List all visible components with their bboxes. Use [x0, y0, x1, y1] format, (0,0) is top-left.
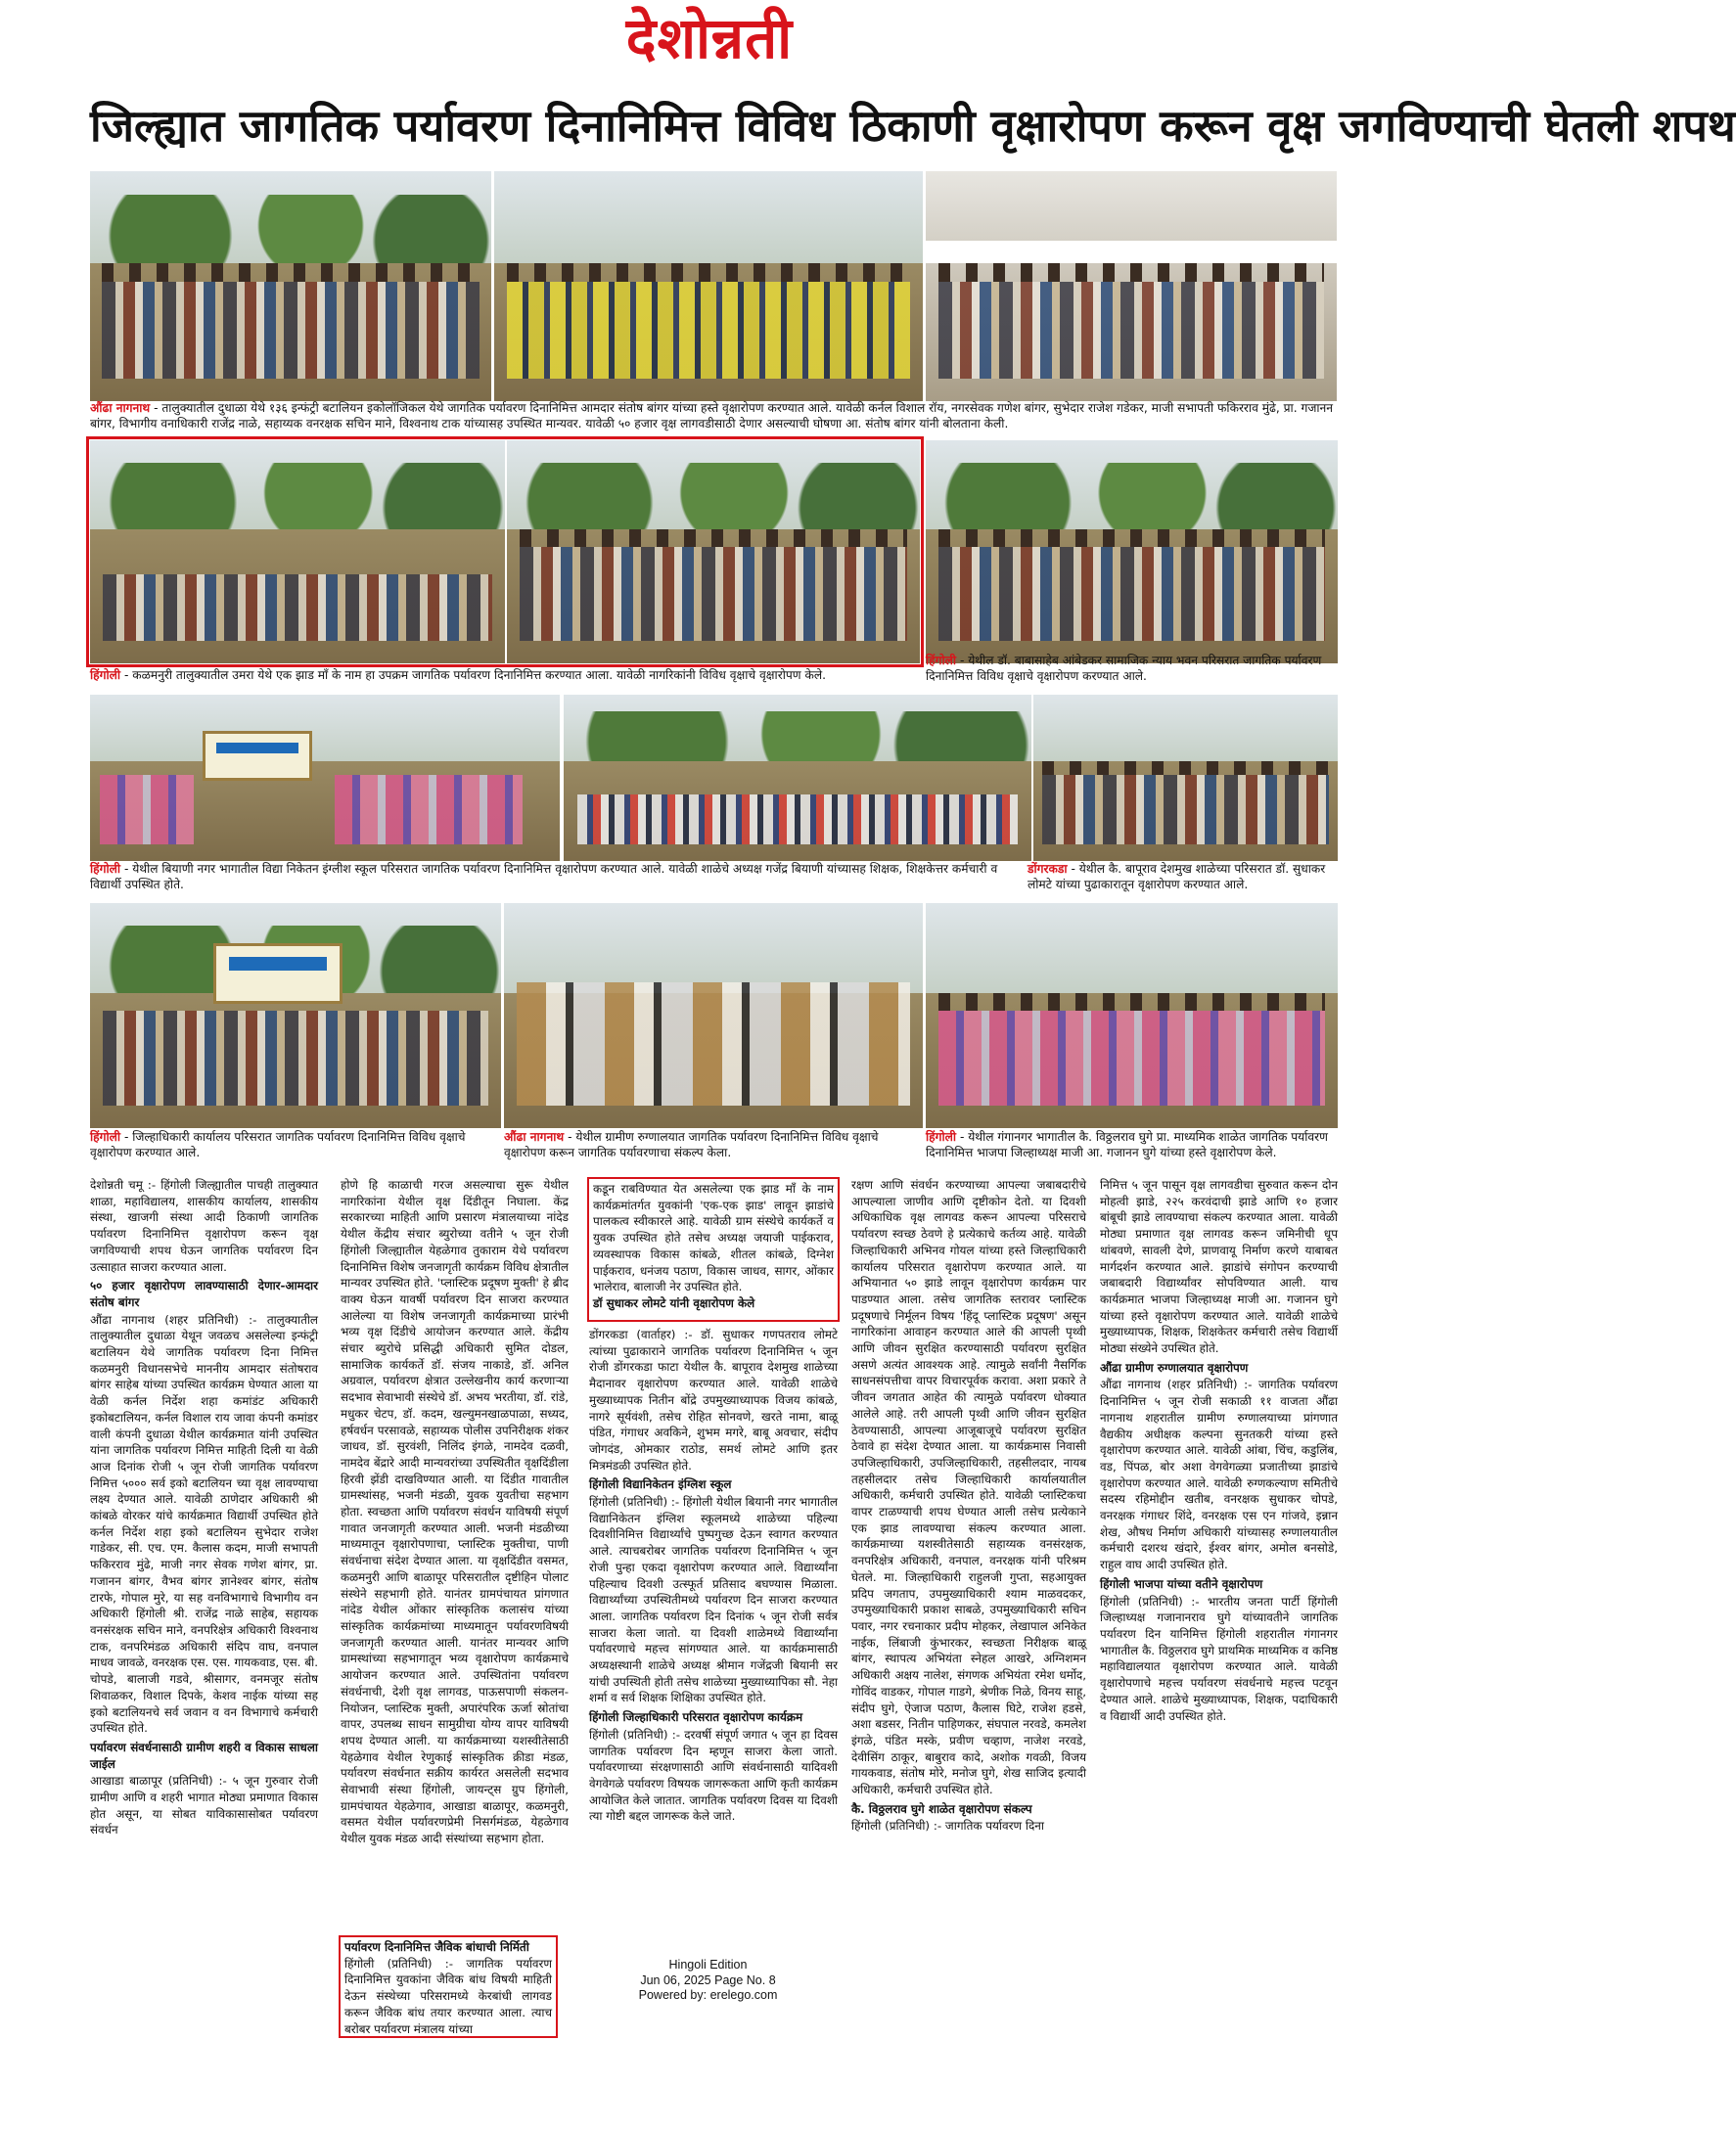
article-paragraph: डोंगरकडा (वार्ताहर) :- डॉ. सुधाकर गणपतराव लोमटे त्यांच्या पुढाकाराने जागतिक पर्यावरण दिनानिमित्त ५ जून रोजी डोंगरकडा फाटा येथील कै. बापूराव देशमुख शाळेच्या मैदानावर वृक्षारोपण करण्यात आले. यावेळी शाळेचे मुख्याध्यापक नितीन बोंद्रे उपमुख्याध्यापक विजय कांबळे, नागरे सूर्यवंशी, तसेच रोहित सोनवणे, खरते नामा, बाळू पंडित, गंगाधर अवकिने, शुभम मगरे, बाबू अवचार, संदीप जोगदंड, ओमकार राठोड, समर्थ लोमटे आणि इतर मित्रमंडळी उपस्थित होते.	[589, 1328, 838, 1473]
photo-school-environment-day	[90, 695, 560, 861]
photo-collector-office	[90, 903, 501, 1128]
article-paragraph: हिंगोली (प्रतिनिधी) :- भारतीय जनता पार्टी हिंगोली जिल्हाध्यक्ष गजानानराव घुगे यांच्यावतीने जागतिक पर्यावरण दिन यानिमित्त हिंगोली शहरातील गंगानगर भागातील कै. विठ्ठलराव घुगे प्राथमिक माध्यमिक व कनिष्ठ महाविद्यालयात वृक्षारोपण करण्यात आले. यावेळी वृक्षारोपणाचे महत्त्व पर्यावरण संवर्धनाचे महत्त्व पटवून देण्यात आले. शाळेचे मुख्याध्यापक, शिक्षक, पदाधिकारी व विद्यार्थी आदी उपस्थित होते.	[1100, 1594, 1338, 1723]
article-subheading: हिंगोली जिल्हाधिकारी परिसरात वृक्षारोपण कार्यक्रम	[589, 1710, 803, 1725]
caption-row4-mid: औंढा नागनाथ - येथील ग्रामीण रुग्णालयात जागतिक पर्यावरण दिनानिमित्त विविध वृक्षाचे वृक्षारोपण करून जागतिक पर्यावरणाचा संकल्प केला.	[504, 1130, 879, 1159]
article-paragraph: औंढा नागनाथ (शहर प्रतिनिधी) :- जागतिक पर्यावरण दिनानिमित्त ५ जून रोजी सकाळी ११ वाजता औंढा नागनाथ शहरातील ग्रामीण रुग्णालयाच्या प्रांगणात वैद्यकीय अधीक्षक कल्पना सुनतकरी यांच्या हस्ते वृक्षारोपण करण्यात आले. यावेळी आंबा, चिंच, कडुलिंब, वड, पिंपळ, बोर अशा वेगवेगळ्या प्रजातीच्या झाडांचे वृक्षारोपण करण्यात आले. यावेळी रुग्णकल्याण समितीचे सदस्य रहिमोद्दीन खतीब, वनरक्षक सुधाकर चोपडे, वनरक्षक गंगाधर शिंदे, वनरक्षक एस एन गांजवे, इन्नान शेख, औषध निर्माण अधिकारी यांच्यासह रुग्णालयातील कर्मचारी दशरथ खंदारे, ईश्वर बांगर, अमोल बनसोडे, राहुल वाघ आदी उपस्थित होते.	[1100, 1378, 1338, 1572]
caption-row4-right: हिंगोली - येथील गंगानगर भागातील कै. विठ्ठलराव घुगे प्रा. माध्यमिक शाळेत जागतिक पर्यावरण दिनानिमित्त भाजपा जिल्हाध्यक्ष माजी आ. गजानन घुगे यांच्या हस्ते वृक्षारोपण केले.	[926, 1130, 1328, 1159]
article-paragraph: हिंगोली (प्रतिनिधी) :- हिंगोली येथील बियानी नगर भागातील विद्यानिकेतन इंग्लिश स्कूलमध्ये शाळेच्या पहिल्या दिवशीनिमित्त विद्यार्थ्यांचे पुष्पगुच्छ देऊन स्वागत करण्यात आले. त्याचबरोबर जागतिक पर्यावरण दिनानिमित्त ५ जून रोजी पुन्हा एकदा वृक्षारोपण करण्यात आले. विद्यार्थ्यांना पहिल्याच दिवशी उत्स्फूर्त प्रतिसाद बघण्यास मिळाला. विद्यार्थ्यांच्या उपस्थितीमध्ये पर्यावरण दिन साजरा करण्यात आला. जागतिक पर्यावरण दिन दिनांक ५ जून रोजी सर्वत्र साजरा केला जातो. या दिवशी शाळेमध्ये विद्यार्थ्यांना पर्यावरणाचे महत्त्व सांगण्यात आले. या कार्यक्रमासाठी अध्यक्षस्थानी शाळेचे अध्यक्ष श्रीमान गजेंद्रजी बियानी सर यांची उपस्थिती होती तसेच शाळेच्या मुख्याध्यापिका सौ. नेहा शर्मा व सर्व शिक्षक शिक्षिका उपस्थित होते.	[589, 1495, 838, 1705]
photo-ganganagar-school	[926, 903, 1338, 1128]
photo-students-yellow	[494, 171, 923, 401]
footer-date: Jun 06, 2025 Page No. 8	[640, 1973, 776, 1987]
article-subheading: पर्यावरण संवर्धनासाठी ग्रामीण शहरी व विकास साधला जाईल	[90, 1740, 318, 1771]
article-paragraph: हिंगोली (प्रतिनिधी) :- जागतिक पर्यावरण दिना	[851, 1819, 1044, 1834]
boxed-article-ek-zad	[587, 1177, 840, 1322]
article-paragraph: औंढा नागनाथ (शहर प्रतिनिधी) :- तालुक्यातील तालुक्यातील दुधाळा येथून जवळच असलेल्या इन्फंट्री बटालियन येथे जागतिक पर्यावरण दिना निमित्त कळमनुरी विधानसभेचे माननीय आमदार संतोषराव बांगर साहेब यांच्या उपस्थित कार्यक्रम घेण्यात आला या वेळी कर्नल निर्देश शहा कमांडंट अधिकारी इकोबटालियन, कर्नल विशाल राय जावा कंपनी कमांडर वाली कंपनी दुधाळा येथील कार्यक्रमात यांनी उपस्थित यांना जागतिक पर्यावरण निमित्त माहिती दिली या वेळी आज दिनांक रोजी ५ जून रोजी जागतिक पर्यावरण निमित्त ५००० सर्व इको बटालियन च्या वृक्ष लावण्याचा लक्ष्य देण्यात आले. यावेळी ठाणेदार अधिकारी श्री कांबळे वोरकर यांचे कार्यक्रमात विद्यार्थी उपस्थित होते कर्नल निर्देश शहा इको बटालियन सुभेदार राजेश गाडेकर, सी. एच. एम. कैलास कदम, माजी सभापती फकिरराव मुंढे, माजी नगर सेवक गणेश बांगर, प्रा. गजानन बांगर, वैभव बांगर ज्ञानेश्वर बांगर, संतोष टारफे, गोपाल मुरे, या सह वनविभागाचे विभागीय वन अधिकारी हिंगोली श्री. राजेंद्र नाळे साहेब, सहायक वनसंरक्षक सचिन माने, वनपरिक्षेत्र अधिकारी विश्वनाथ टाक, वनपरिमंडळ अधिकारी संदिप वाघ, वनपाल माधव जावळे, वनरक्षक एस. एस. गायकवाड, एस. बी. चोपडे, बालाजी गडवे, श्रीसागर, वनमजूर संतोष शिवाळकर, विशाल दिपके, केशव नाईक यांच्या सह इको बटालियनचे सर्व जवान व वन विभागाचे कर्मचारी उपस्थित होते.	[90, 1312, 318, 1736]
boxed-article-text: हिंगोली (प्रतिनिधी) :- जागतिक पर्यावरण दिनानिमित्त युवकांना जैविक बांध विषयी माहिती देऊन संस्थेच्या परिसरामध्ये केरबांधी लागवड करून जैविक बांध तयार करण्यात आला. त्याच बरोबर पर्यावरण मंत्रालय यांच्या	[344, 1956, 552, 2036]
article-column-2	[341, 1177, 569, 1930]
caption-row2-left: हिंगोली - कळमनुरी तालुक्यातील उमरा येथे एक झाड माँ के नाम हा उपक्रम जागतिक पर्यावरण दिनानिमित्त करण्यात आला. यावेळी नागरिकांनी विविध वृक्षाचे वृक्षारोपण केले.	[90, 668, 826, 682]
article-subheading: हिंगोली विद्यानिकेतन इंग्लिश स्कूल	[589, 1477, 732, 1492]
article-paragraph: आखाडा बाळापूर (प्रतिनिधी) :- ५ जून गुरुवार रोजी ग्रामीण आणि व शहरी भागात मोठ्या प्रमाणात विकास होत असून, या सोबत याविकासासोबत पर्यावरण संवर्धन	[90, 1774, 318, 1837]
article-paragraph: देशोन्नती चमू :- हिंगोली जिल्ह्यातील पाचही तालुक्यात शाळा, महाविद्यालय, शासकीय कार्यालय, शासकीय संस्था, खाजगी संस्था आदी ठिकाणी जागतिक पर्यावरण दिनानिमित्त वृक्षारोपण करून वृक्ष जगविण्याची शपथ घेऊन जागतिक पर्यावरण दिन उत्साहात साजरा करण्यात आला.	[90, 1178, 318, 1274]
photo-school-kids-line	[564, 695, 1031, 861]
photo-dongarkada	[1033, 695, 1338, 861]
boxed-article-text: कडून राबविण्यात येत असलेल्या एक झाड माँ के नाम कार्यक्रमांतर्गत युवकांनी 'एक-एक झाड' लावून झाडांचे पालकत्व स्वीकारले आहे. यावेळी ग्राम संस्थेचे कार्यकर्ते व युवक उपस्थित होते तसेच अध्यक्ष जयाजी पाईकराव, व्यवस्थापक विकास कांबळे, शीतल कांबळे, दिग्नेश पाईकराव, धनंजय पठाण, विकास जाधव, सागर, ओंकार भालेराव, बालाजी नेर उपस्थित होते.	[593, 1182, 834, 1294]
footer-powered-by[interactable]: Powered by: erelego.com	[638, 1988, 778, 2002]
caption-row4-left: हिंगोली - जिल्हाधिकारी कार्यालय परिसरात जागतिक पर्यावरण दिनानिमित्त विविध वृक्षाचे वृक्षारोपण करण्यात आले.	[90, 1130, 466, 1159]
boxed-article-title: डॉ सुधाकर लोमटे यांनी वृक्षारोपण केले	[593, 1295, 755, 1310]
article-paragraph: निमित्त ५ जून पासून वृक्ष लागवडीचा सुरुवात करून दोन मोहत्वी झाडे, २२५ करवंदाची झाडे आणि १० हजार बांबूची झाडे लावण्याचा संकल्प करण्यात आला. यावेळी मोठ्या प्रमाणात वृक्ष लागवड करून जमिनीची धूप थांबवणे, सावली देणे, प्राणवायू निर्माण करणे याबाबत मार्गदर्शन करण्यात आले. झाडांचे संगोपन करण्याची जबाबदारी विद्यार्थ्यांवर सोपविण्यात आली. याच कार्यक्रमात भाजपा जिल्हाध्यक्ष माजी आ. गजानन घुगे यांच्या हस्ते वृक्षारोपण करण्यात आले. यावेळी शाळेचे मुख्याध्यापक, शिक्षक, शिक्षकेतर कर्मचारी तसेच विद्यार्थी मोठ्या संख्येने उपस्थित होते.	[1100, 1178, 1338, 1356]
article-paragraph: होणे हि काळाची गरज असल्याचा सुरू येथील नागरिकांना येथील वृक्ष दिंडीतून निघाला. केंद्र सरकारच्या माहिती आणि प्रसारण मंत्रालयाच्या नांदेड येथील केंद्रीय संचार ब्युरोच्या वतीने ५ जून रोजी हिंगोली जिल्ह्यातील येहळेगाव तुकाराम येथे पर्यावरण दिनानिमित्त विशेष जनजागृती कार्यक्रम विविध क्षेत्रातील मान्यवर उपस्थित होते. 'प्लास्टिक प्रदूषण मुक्ती' हे ब्रीद वाक्य घेऊन यावर्षी पर्यावरण दिन साजरा करण्यात आलेल्या या विशेष जनजागृती कार्यक्रमाच्या प्रारंभी भव्य वृक्ष दिंडीचे आयोजन करण्यात आले. केंद्रीय संचार ब्युरोचे प्रसिद्धी अधिकारी सुमित दोडल, सामाजिक कार्यकर्ते डॉ. संजय नाकाडे, डॉ. अनिल अग्रवाल, पर्यावरण क्षेत्रात उल्लेखनीय कार्य करणाऱ्या सदभाव सेवाभावी संस्थेचे डॉ. अभय भरतीया, डॉ. रांडे, मधुकर चेटप, डॉ. कदम, खल्युमनखाळपाळा, सध्यद, हर्षवर्धन परसावळे, सहाय्यक पोलीस उपनिरीक्षक शंकर जाधव, डॉ. सुरवंशी, निलिंद इंगळे, नामदेव दळवी, नामदेव बेंद्रारे आदी मान्यवरांच्या उपस्थितीत वृक्षदिंडीला हिरवी झेंडी दाखविण्यात आली. या दिंडीत गावातील ग्रामस्थांसह, भजनी मंडळी, युवक युवतीचा सहभाग होता. स्वच्छता आणि पर्यावरण संवर्धन याविषयी संपूर्ण गावात जनजागृती करण्यात आली. भजनी मंडळीच्या माध्यमातून वृक्षारोपणाचा, प्लास्टिक मुक्तीचा, पाणी संवर्धनाचा संदेश देण्यात आला. या वृक्षदिंडीत वसमत, कळमनुरी आणि बाळापूर परिसरातील दृष्टीहिन पोलाट संस्थेने सहभागी होते. यानंतर ग्रामपंचायत प्रांगणात नांदेड येथील ओंकार सांस्कृतिक कलासंच यांच्या सांस्कृतिक कार्यक्रमांच्या माध्यमातून पर्यावरणविषयी जनजागृती करण्यात आली. यानंतर मान्यवर आणि ग्रामस्थांच्या सहभागातून भव्य वृक्षारोपण कार्यक्रमाचे आयोजन करण्यात आले. उपस्थितांना पर्यावरण संवर्धनाची, देशी वृक्ष लागवड, पाऊसपाणी संकलन-नियोजन, प्लास्टिक मुक्ती, अपारंपरिक ऊर्जा स्रोतांचा वापर, उपलब्ध साधन सामुग्रीचा योग्य वापर याविषयी शपथ देण्यात आली. या कार्यक्रमाच्या यशस्वीतेसाठी येहळेगाव येथील रेणुकाई सांस्कृतिक क्रीडा मंडळ, पर्यावरण संवर्धनात सक्रीय कार्यरत असलेली सदभाव सेवाभावी संस्था हिंगोली, जायन्ट्स ग्रुप हिंगोली, ग्रामपंचायत येहळेगाव, आखाडा बाळापूर, कळमनुरी, वसमत येथील पर्यावरणप्रेमी निसर्गमंडळ, येहळेगाव येथील युवक मंडळ आदी संस्थांच्या सहभाग होता.	[341, 1178, 569, 1846]
photo-ambedkar-bhavan	[926, 440, 1338, 663]
registration-marks-left	[90, 2045, 173, 2055]
caption-row3-left: हिंगोली - येथील बियाणी नगर भागातील विद्या निकेतन इंग्लीश स्कूल परिसरात जागतिक पर्यावरण दिनानिमित्त वृक्षारोपण करण्यात आले. यावेळी शाळेचे अध्यक्ष गजेंद्र बियाणी यांच्यासह शिक्षक, शिक्षकेत्तर कर्मचारी व विद्यार्थी उपस्थित होते.	[90, 862, 998, 891]
photo-rural-hospital	[504, 903, 923, 1128]
caption-row1: औंढा नागनाथ - तालुक्यातील दुधाळा येथे १३६ इन्फंट्री बटालियन इकोलॉजिकल येथे जागतिक पर्यावरण दिनानिमित्त आमदार संतोष बांगर यांच्या हस्ते वृक्षारोपण करण्यात आले. यावेळी कर्नल विशाल रॉय, नगरसेवक गणेश बांगर, सुभेदार राजेश गडेकर, माजी सभापती फकिरराव मुंढे, प्रा. गजानन बांगर, विभागीय वनाधिकारी राजेंद्र नाळे, सहाय्यक वनरक्षक सचिन माने, विश्वनाथ टाक यांच्यासह उपस्थित मान्यवर. यावेळी ५० हजार वृक्ष लागवडीसाठी देणार असल्याची घोषणा आ. संतोष बांगर यांनी बोलताना केली.	[90, 401, 1334, 431]
newspaper-masthead: देशोन्नती	[625, 5, 794, 71]
article-subheading: औंढा ग्रामीण रुग्णालयात वृक्षारोपण	[1100, 1360, 1249, 1375]
highlight-box	[86, 436, 924, 667]
boxed-article-title: पर्यावरण दिनानिमित्त जैविक बांधाची निर्मिती	[344, 1940, 529, 1954]
caption-row3-right: डोंगरकडा - येथील कै. बापूराव देशमुख शाळेच्या परिसरात डॉ. सुधाकर लोमटे यांच्या पुढाकारातून वृक्षारोपण करण्यात आले.	[1028, 862, 1326, 891]
article-column-3	[589, 1327, 838, 2131]
caption-row2-right: हिंगोली - येथील डॉ. बाबासाहेब आंबेडकर सामाजिक न्याय भवन परिसरात जागतिक पर्यावरण दिनानिमित्त विविध वृक्षाचे वृक्षारोपण करण्यात आले.	[926, 654, 1322, 683]
photo-army-plantation	[90, 171, 491, 401]
page-headline: जिल्ह्यात जागतिक पर्यावरण दिनानिमित्त विविध ठिकाणी वृक्षारोपण करून वृक्ष जगविण्याची घेतली शपथ	[90, 100, 1736, 152]
photo-tent-gathering	[926, 171, 1337, 401]
article-subheading: कै. विठ्ठलराव घुगे शाळेत वृक्षारोपण संकल्प	[851, 1801, 1032, 1816]
article-subheading: ५० हजार वृक्षारोपण लावण्यासाठी देणार-आमदार संतोष बांगर	[90, 1279, 318, 1309]
footer-edition: Hingoli Edition	[668, 1958, 748, 1972]
article-paragraph: रक्षण आणि संवर्धन करण्याच्या आपल्या जबाबदारीचे आपल्याला जाणीव आणि दृष्टीकोन देतो. या दिवशी अधिकाधिक वृक्ष लागवड करून आपल्या परिसराचे पर्यावरण स्वच्छ ठेवणे हे प्रत्येकाचे कर्तव्य आहे. यावेळी जिल्हाधिकारी अभिनव गोयल यांच्या हस्ते जिल्हाधिकारी कार्यालय परिसरात वृक्षारोपण करण्यात आले. या अभियानात ५० झाडे लावून वृक्षारोपण कार्यक्रम पार पाडण्यात आला. तसेच जागतिक स्तरावर प्लास्टिक प्रदूषणाचे निर्मूलन विषय 'हिंदू प्लास्टिक प्रदूषण' असून नागरिकांना आवाहन करण्यात आले की आपली पृथ्वी आणि जीवन सुरक्षित करण्यासाठी पर्यावरण सुरक्षित असणे अत्यंत आवश्यक आहे. त्यामुळे सर्वांनी नैसर्गिक साधनसंपत्तीचा वापर विचारपूर्वक करावा. अशा प्रकारे ते जीवन जगतात आहेत की त्यामुळे पर्यावरण धोक्यात आलेले आहे. तरी आपली पृथ्वी आणि जीवन सुरक्षित ठेवण्यासाठी, आपल्या आजूबाजूचे पर्यावरण सुरक्षित ठेवावे हा संदेश देण्यात आला. या कार्यक्रमास निवासी उपजिल्हाधिकारी, उपजिल्हाधिकारी, तहसीलदार, नायब तहसीलदार तसेच जिल्हाधिकारी कार्यालयातील अधिकारी, कर्मचारी उपस्थित होते. यावेळी प्लास्टिकचा वापर टाळण्याची शपथ घेण्यात आली तसेच प्रत्येकाने एक झाड लावण्याचा संकल्प करण्यात आला. कार्यक्रमाच्या यशस्वीतेसाठी सहाय्यक वनसंरक्षक, वनपरिक्षेत्र अधिकारी, वनपाल, वनरक्षक यांनी परिश्रम घेतले. मा. जिल्हाधिकारी राहुलजी गुप्ता, सहआयुक्त प्रदिप जगताप, उपमुख्याधिकारी श्याम माळवदकर, उपमुख्याधिकारी प्रकाश साबळे, उपमुख्याधिकारी सचिन पवार, नगर रचनाकार प्रदीप मोहकर, लेखापाल अनिकेत नाईक, लिंबाजी कुंभारकर, स्वच्छता निरीक्षक बाळू बांगर, स्थापत्य अभियंता स्नेहल आखरे, अग्निशमन अधिकारी अक्षय नालेश, संगणक अभियंता रमेश धर्मोद, गोविंद वाडकर, गोपाल गाडगे, श्रेणीक निळे, विनय साहू, संदीप घुगे, ऐजाज पठाण, कैलास घिटे, राजेश हडसे, अशा बडसर, नितीन पाहिणकर, संघपाल नरवडे, कमलेश इंगळे, पंडित मस्के, प्रवीण चव्हाण, नाजेश नरवडे, देवीसिंग ठाकूर, बाबुराव कादे, अशोक गवळी, विजय गायकवाड, संतोष मोरे, मनोज घुगे, शेख साजिद इत्यादी अधिकारी, कर्मचारी उपस्थित होते.	[851, 1178, 1086, 1797]
article-subheading: हिंगोली भाजपा यांच्या वतीने वृक्षारोपण	[1100, 1576, 1263, 1591]
article-paragraph: हिंगोली (प्रतिनिधी) :- दरवर्षी संपूर्ण जगात ५ जून हा दिवस जागतिक पर्यावरण दिन म्हणून साजरा केला जातो. पर्यावरणाच्या संरक्षणासाठी आणि संवर्धनासाठी यादिवशी वेगवेगळे पर्यावरण विषयक जागरूकता आणि कृती कार्यक्रम आयोजित केले जातात. जागतिक पर्यावरण दिवस या दिवशी त्या गोष्टी बद्दल जागरूक केले जाते.	[589, 1727, 838, 1824]
